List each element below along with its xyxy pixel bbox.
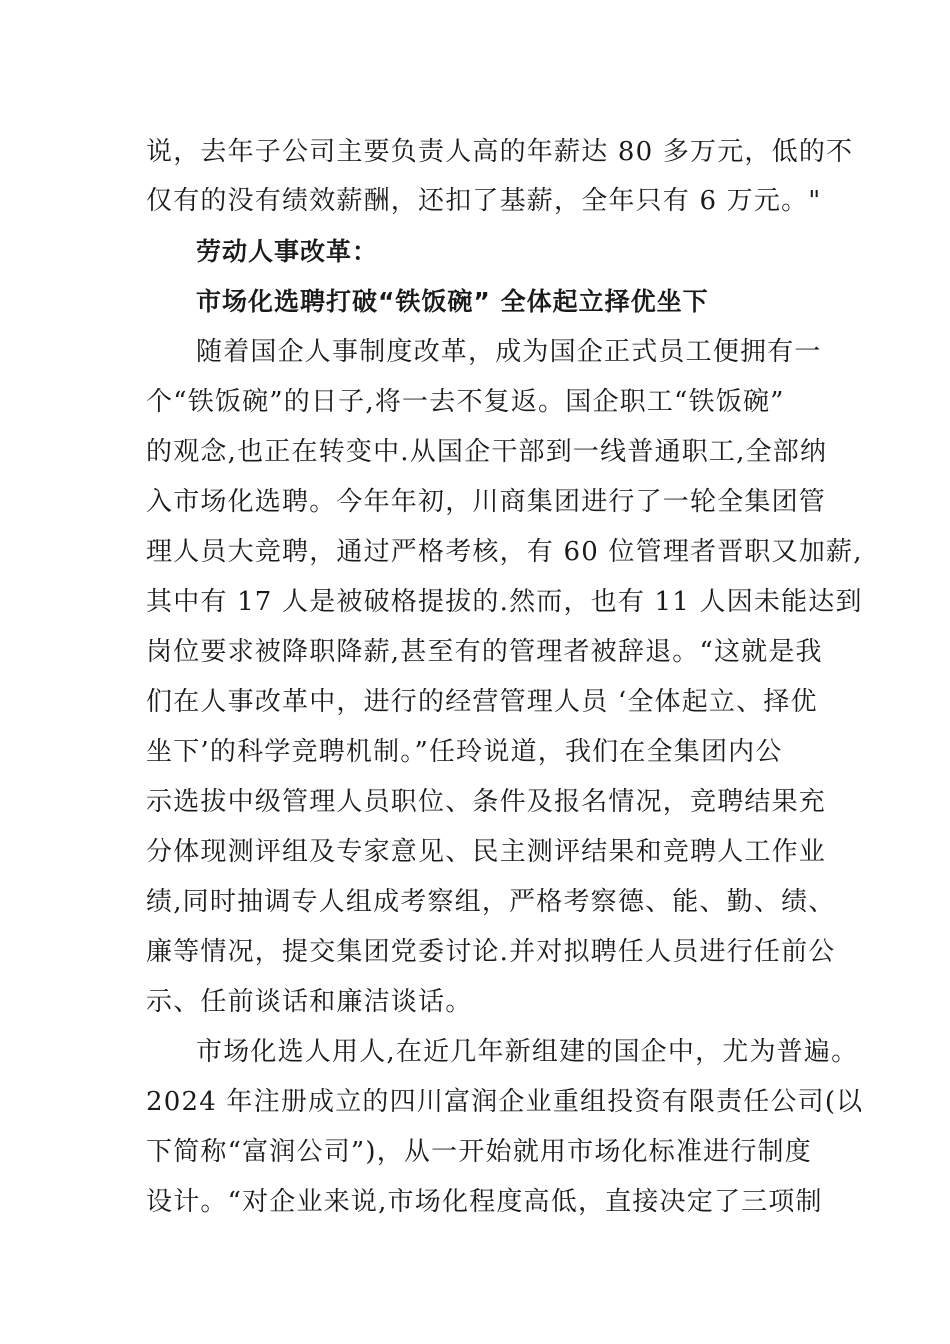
paragraph-2-line-3: 的观念,也正在转变中.从国企干部到一线普通职工,全部纳 [146, 437, 828, 467]
paragraph-3-line-3: 下简称“富润公司”)，从一开始就用市场化标准进行制度 [146, 1137, 812, 1167]
section-subheading: 市场化选聘打破“铁饭碗” 全体起立择优坐下 [196, 287, 709, 316]
paragraph-3-line-1: 市场化选人用人,在近几年新组建的国企中，尤为普遍。 [196, 1037, 859, 1067]
paragraph-2-line-12: 绩,同时抽调专人组成考察组，严格考察德、能、勤、绩、 [146, 887, 836, 917]
paragraph-2-line-2: 个“铁饭碗”的日子,将一去不复返。国企职工“铁饭碗” [146, 387, 785, 417]
paragraph-2-line-11: 分体现测评组及专家意见、民主测评结果和竞聘人工作业 [146, 837, 827, 867]
paragraph-1-line-2: 仅有的没有绩效薪酬，还扣了基薪，全年只有 6 万元。" [146, 186, 822, 216]
paragraph-2-line-8: 们在人事改革中，进行的经营管理人员 ‘全体起立、择优 [146, 687, 818, 717]
paragraph-1-line-1: 说，去年子公司主要负责人高的年薪达 80 多万元，低的不 [146, 137, 854, 167]
paragraph-2-line-4: 入市场化选聘。今年年初，川商集团进行了一轮全集团管 [146, 487, 827, 517]
paragraph-2-line-6: 其中有 17 人是被破格提拔的.然而，也有 11 人因未能达到 [146, 587, 863, 617]
section-heading: 劳动人事改革： [196, 237, 379, 266]
paragraph-2-line-9: 坐下’的科学竞聘机制。”任玲说道，我们在全集团内公 [146, 737, 783, 767]
paragraph-2-line-1: 随着国企人事制度改革，成为国企正式员工便拥有一 [196, 337, 822, 367]
paragraph-2-line-13: 廉等情况，提交集团党委讨论.并对拟聘任人员进行任前公 [146, 937, 836, 967]
paragraph-2-line-5: 理人员大竞聘，通过严格考核，有 60 位管理者晋职又加薪, [146, 537, 863, 567]
paragraph-2-line-14: 示、任前谈话和廉洁谈话。 [146, 987, 473, 1017]
paragraph-2-line-10: 示选拔中级管理人员职位、条件及报名情况，竞聘结果充 [146, 787, 827, 817]
paragraph-3-line-4: 设计。“对企业来说,市场化程度高低，直接决定了三项制 [146, 1187, 823, 1217]
paragraph-3-line-2: 2024 年注册成立的四川富润企业重组投资有限责任公司(以 [146, 1087, 864, 1117]
paragraph-2-line-7: 岗位要求被降职降薪,甚至有的管理者被辞退。“这就是我 [146, 637, 823, 667]
